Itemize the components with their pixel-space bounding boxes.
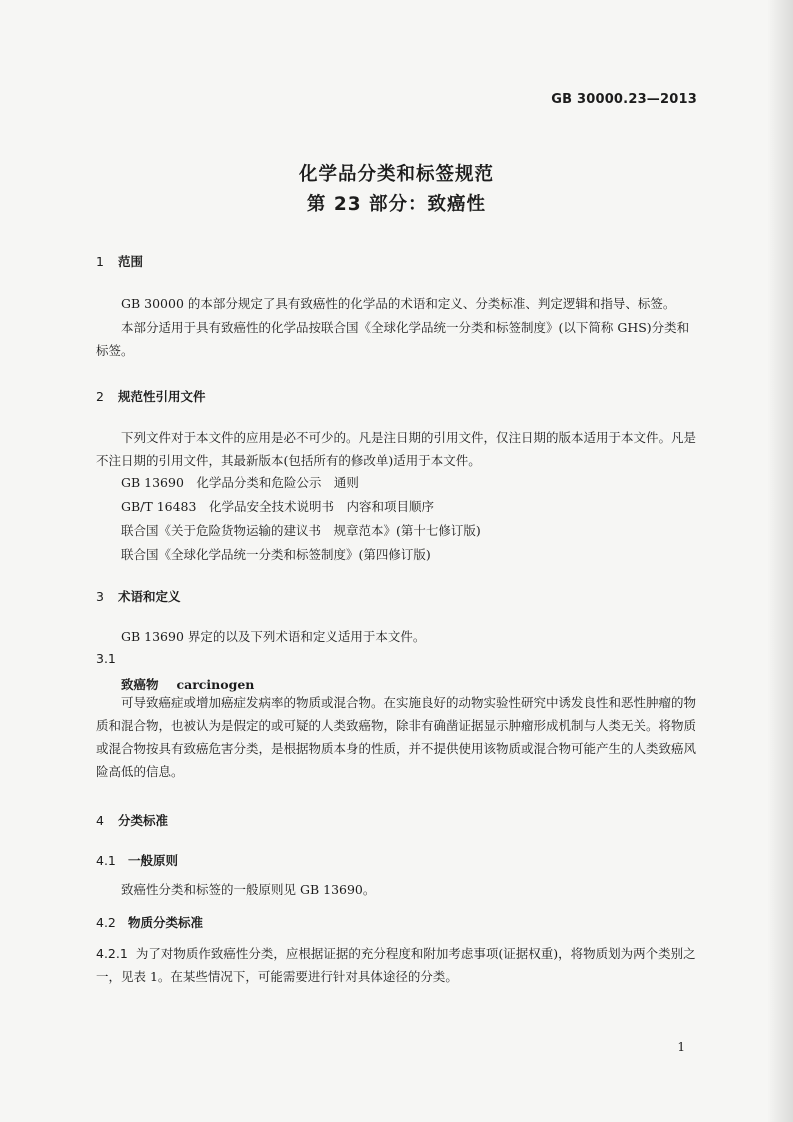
reference-item: GB/T 16483 化学品安全技术说明书 内容和项目顺序 (121, 499, 434, 514)
subsection-4-1-text: 致癌性分类和标签的一般原则见 GB 13690。 (121, 882, 376, 897)
clause-4-2-1 (96, 942, 696, 988)
section-1-paragraph-2: 本部分适用于具有致癌性的化学品按联合国《全球化学品统一分类和标签制度》(以下简称 GHS)分类和标签。 (96, 320, 690, 358)
term-english: carcinogen (176, 677, 255, 692)
reference-item: 联合国《关于危险货物运输的建议书 规章范本》(第十七修订版) (121, 523, 481, 538)
section-number: 3 (96, 589, 104, 604)
section-3-intro: GB 13690 界定的以及下列术语和定义适用于本文件。 (121, 629, 426, 644)
subsection-title: 物质分类标准 (128, 915, 204, 930)
term-number: 3.1 (96, 651, 116, 666)
section-number: 4 (96, 813, 104, 828)
section-2-intro: 下列文件对于本文件的应用是必不可少的。凡是注日期的引用文件，仅注日期的版本适用于本文件。凡是不注日期的引用文件，其最新版本(包括所有的修改单)适用于本文件。 (96, 430, 697, 468)
clause-number: 4.2.1 (96, 946, 128, 961)
section-3-heading (96, 587, 181, 605)
document-code: GB 30000.23—2013 (551, 92, 697, 107)
subsection-number: 4.1 (96, 853, 116, 868)
subsection-number: 4.2 (96, 915, 116, 930)
subsection-4-1-heading (96, 851, 178, 869)
section-title: 术语和定义 (118, 589, 181, 604)
reference-item: GB 13690 化学品分类和危险公示 通则 (121, 475, 359, 490)
section-title: 范围 (118, 254, 144, 269)
section-1-paragraph-1: GB 30000 的本部分规定了具有致癌性的化学品的术语和定义、分类标准、判定逻辑和指导、标签。 (121, 296, 676, 311)
term-chinese: 致癌物 (121, 677, 159, 692)
section-2-heading (96, 387, 206, 405)
section-title: 规范性引用文件 (118, 389, 206, 404)
section-title: 分类标准 (118, 813, 169, 828)
document-title-line2: 第 23 部分：致癌性 (306, 194, 487, 215)
section-1-heading (96, 252, 143, 270)
subsection-title: 一般原则 (128, 853, 179, 868)
reference-item: 联合国《全球化学品统一分类和标签制度》(第四修订版) (121, 547, 431, 562)
page-number: 1 (677, 1040, 685, 1054)
term-definition: 可导致癌症或增加癌症发病率的物质或混合物。在实施良好的动物实验性研究中诱发良性和恶性肿瘤的物质和混合物，也被认为是假定的或可疑的人类致癌物，除非有确凿证据显示肿瘤形成机制与人类无关。将物质或混合物按具有致癌危害分类，是根据物质本身的性质，并不提供使用该物质或混合物可能产生的人类致癌风险高低的信息。 (96, 695, 697, 779)
clause-text: 为了对物质作致癌性分类，应根据证据的充分程度和附加考虑事项(证据权重)，将物质划为两个类别之一，见表 1。在某些情况下，可能需要进行针对具体途径的分类。 (96, 946, 696, 984)
subsection-4-2-heading (96, 913, 203, 931)
document-title-line1: 化学品分类和标签规范 (298, 164, 494, 185)
section-number: 1 (96, 254, 104, 269)
section-number: 2 (96, 389, 104, 404)
section-4-heading (96, 811, 168, 829)
